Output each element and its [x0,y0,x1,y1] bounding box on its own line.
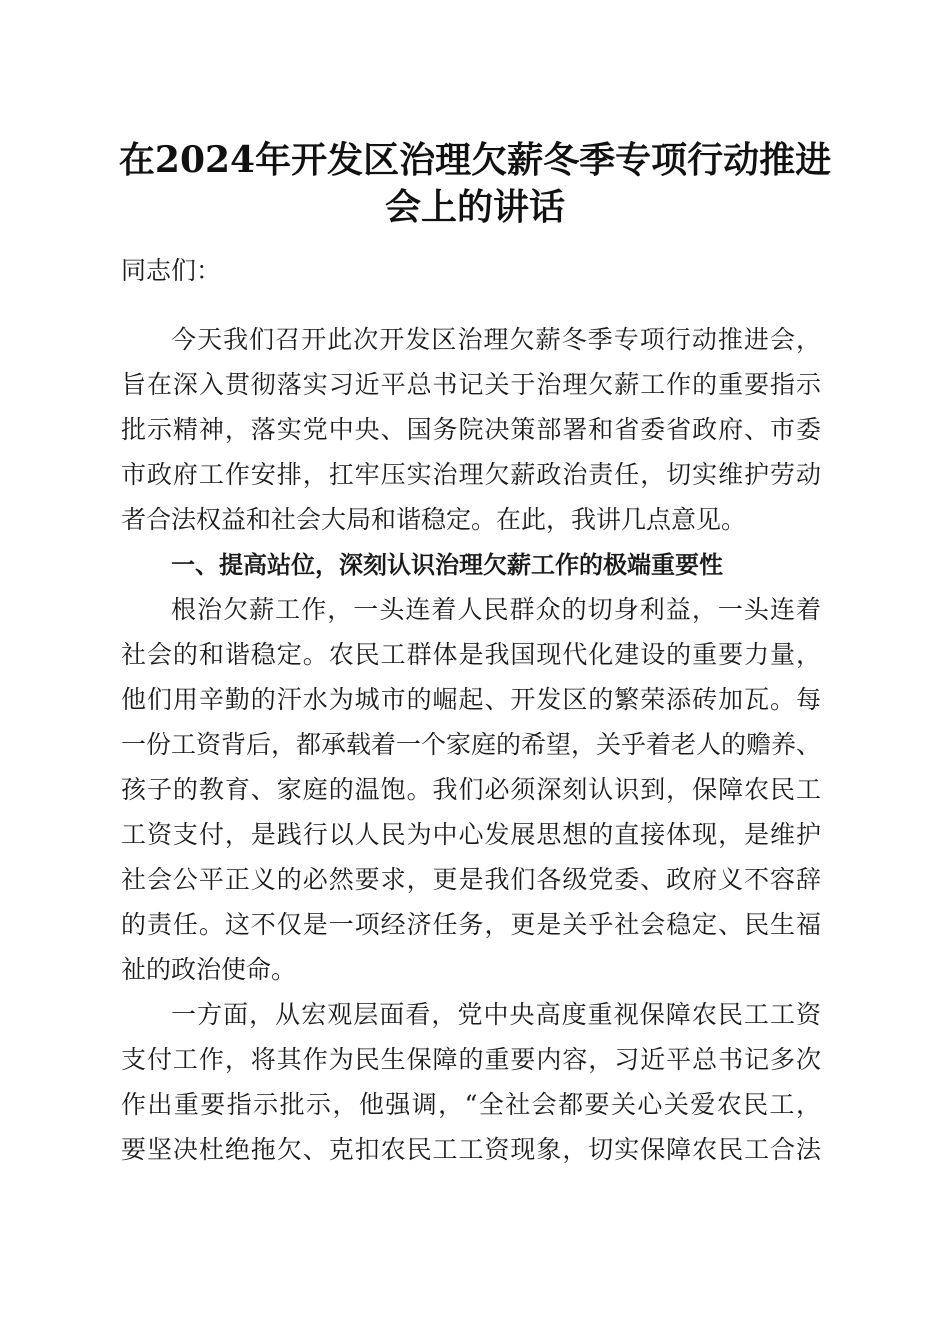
paragraph-line: 的责任。这不仅是一项经济任务，更是关乎社会稳定、民生福 [121,910,821,939]
paragraph-line: 支付工作，将其作为民生保障的重要内容，习近平总书记多次 [121,1045,821,1074]
intro-line: 市政府工作安排，扛牢压实治理欠薪政治责任，切实维护劳动 [121,460,821,489]
intro-line: 今天我们召开此次开发区治理欠薪冬季专项行动推进会， [171,325,821,354]
paragraph-line: 一份工资背后，都承载着一个家庭的希望，关乎着老人的赡养、 [121,730,822,759]
section-heading-1: 一、提高站位，深刻认识治理欠薪工作的极端重要性 [171,551,723,579]
paragraph-line: 一方面，从宏观层面看，党中央高度重视保障农民工工资 [171,1000,821,1029]
paragraph-line: 祉的政治使命。 [121,955,297,984]
paragraph-line: 他们用辛勤的汗水为城市的崛起、开发区的繁荣添砖加瓦。每 [121,685,821,714]
intro-line: 批示精神，落实党中央、国务院决策部署和省委省政府、市委 [121,415,821,444]
paragraph-line: 社会的和谐稳定。农民工群体是我国现代化建设的重要力量， [121,640,821,669]
paragraph-line: 社会公平正义的必然要求，更是我们各级党委、政府义不容辞 [121,865,821,894]
paragraph-line: 要坚决杜绝拖欠、克扣农民工工资现象，切实保障农民工合法 [121,1135,821,1164]
intro-line: 者合法权益和社会大局和谐稳定。在此，我讲几点意见。 [121,505,747,534]
intro-line: 旨在深入贯彻落实习近平总书记关于治理欠薪工作的重要指示 [121,370,821,399]
paragraph-line: 工资支付，是践行以人民为中心发展思想的直接体现，是维护 [121,820,821,849]
paragraph-line: 作出重要指示批示，他强调，“全社会都要关心关爱农民工， [121,1090,821,1119]
document-title-line-1: 在2024年开发区治理欠薪冬季专项行动推进 [118,139,832,181]
paragraph-line: 孩子的教育、家庭的温饱。我们必须深刻认识到，保障农民工 [121,775,821,804]
salutation: 同志们： [121,256,222,285]
paragraph-line: 根治欠薪工作，一头连着人民群众的切身利益，一头连着 [171,595,821,624]
document-title-line-2: 会上的讲话 [384,186,565,228]
